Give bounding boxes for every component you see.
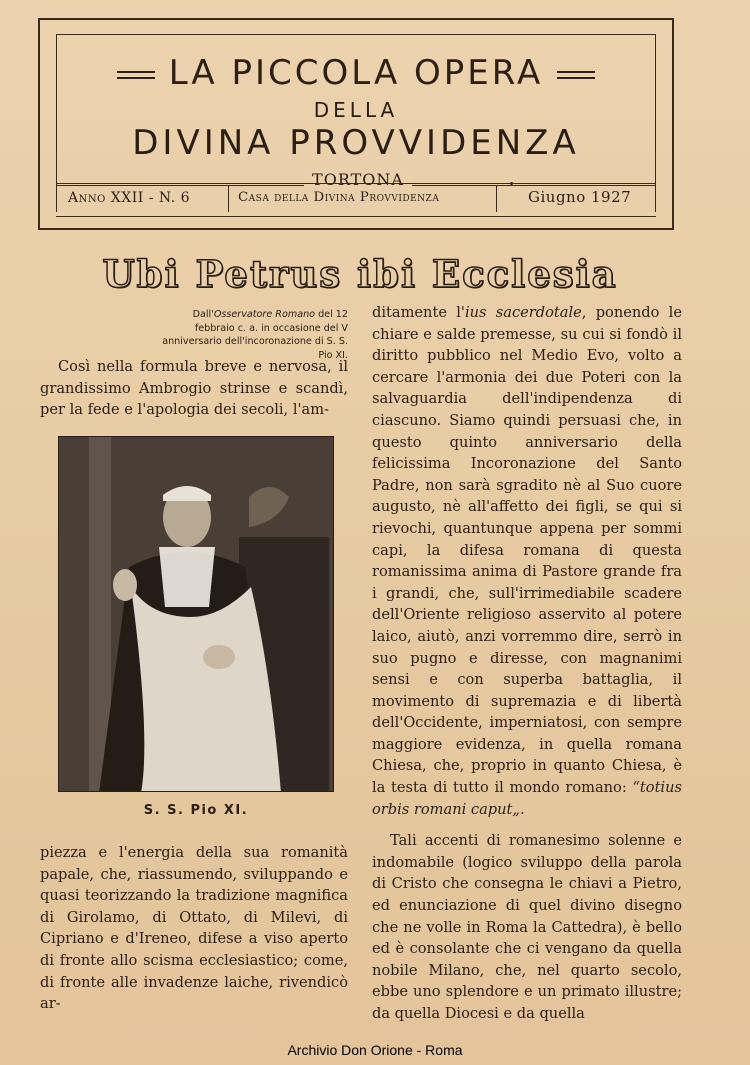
decorative-rule [557, 71, 595, 79]
pope-portrait-illustration [59, 437, 334, 792]
masthead [38, 18, 674, 230]
masthead-line-1 [57, 53, 655, 93]
masthead-title-box [56, 34, 656, 186]
left-column-continued [40, 842, 348, 1015]
divider [496, 186, 497, 212]
photo-caption: S. S. Pio XI. [143, 803, 249, 818]
divider [228, 186, 229, 212]
paragraph [372, 302, 682, 820]
divider [655, 186, 656, 212]
paragraph: piezza e l'energia della sua romanità papale, che, riassumendo, sviluppando e quasi teorizzando la tradizione magnifica di Girolamo, di Ottato, di Milevi, di Cipriano e d'Ireneo, difese a viso aperto di fronte allo scisma ecclesiastico; come, di fronte alle invadenze laiche, rivendicò ar- [40, 844, 348, 1013]
city-label: TORTONA [304, 170, 412, 189]
masthead-title-line3: DIVINA PROVVIDENZA [132, 123, 580, 163]
publisher-name: Casa della Divina Provvidenza [238, 190, 440, 205]
archive-footer: Archivio Don Orione - Roma [287, 1042, 463, 1058]
left-column-intro [40, 356, 348, 421]
note-source: Osservatore Romano [213, 309, 316, 320]
latin-quote: “totius orbis romani caput„. [372, 779, 682, 818]
note-text: del 12 febbraio c. a. in occasione del V anniversario dell'incoronazione di S. S. Pio XI. [162, 309, 348, 361]
masthead-title-line1: LA PICCOLA OPERA [168, 53, 544, 93]
note-prefix: Dall' [192, 309, 214, 320]
right-column [372, 302, 682, 1025]
italic-term: ius sacerdotale [464, 304, 582, 321]
masthead-info-row [56, 183, 656, 217]
decorative-rule [117, 71, 155, 79]
masthead-title-line2: DELLA [313, 98, 399, 122]
issue-number: Anno XXII - N. 6 [68, 190, 191, 206]
divider [56, 186, 57, 212]
article-title: Ubi Petrus ibi Ecclesia [102, 252, 618, 296]
portrait-photo [58, 436, 334, 792]
paragraph: Così nella formula breve e nervosa, il grandissimo Ambrogio strinse e scandì, per la fede e l'apologia dei secoli, l'am- [40, 358, 348, 419]
source-note [150, 308, 348, 362]
text-run: ditamente l' [372, 304, 465, 321]
issue-date: Giugno 1927 [528, 188, 632, 206]
paragraph: Tali accenti di romanesimo solenne e indomabile (logico sviluppo della parola di Cristo che consegna le chiavi a Pietro, ed enunciazione di quel divino disegno che ne volle in Roma la Cattedra), è bello ed è consolante che ci vengano da quella nobile Milano, che, nel quarto secolo, ebbe uno splendore e un primato illustre; da quella Diocesi e da quella [372, 832, 682, 1022]
text-run: , ponendo le chiare e salde premesse, su cui si fondò il diritto pubblico nel Medio Evo, volto a cercare l'armonia dei due Poteri con la salvaguardia dell'indipendenza di ciascuno. Siamo quindi persuasi che, in questo quinto anniversario della felicissima Incoronazione del Santo Padre, non sarà sgradito nè al Suo cuore augusto, nè all'affetto dei figli, se qui si rievochi, quantunque appena per sommi capi, la difesa romana di questa romanissima anima di Pastore grande fra i grandi, che, sull'irrimediabile scadere dell'Oriente religioso asservito al potere laico, aiutò, anzi vorremmo dire, serrò in suo pugno e diresse, con magnanimi sensi e con superba battaglia, il movimento di supremazia e di libertà dell'Occidente, imperniatosi, con sempre maggiore evidenza, in quella romana Chiesa, che, proprio in quanto Chiesa, è la testa di tutto il mondo romano: [372, 304, 682, 797]
